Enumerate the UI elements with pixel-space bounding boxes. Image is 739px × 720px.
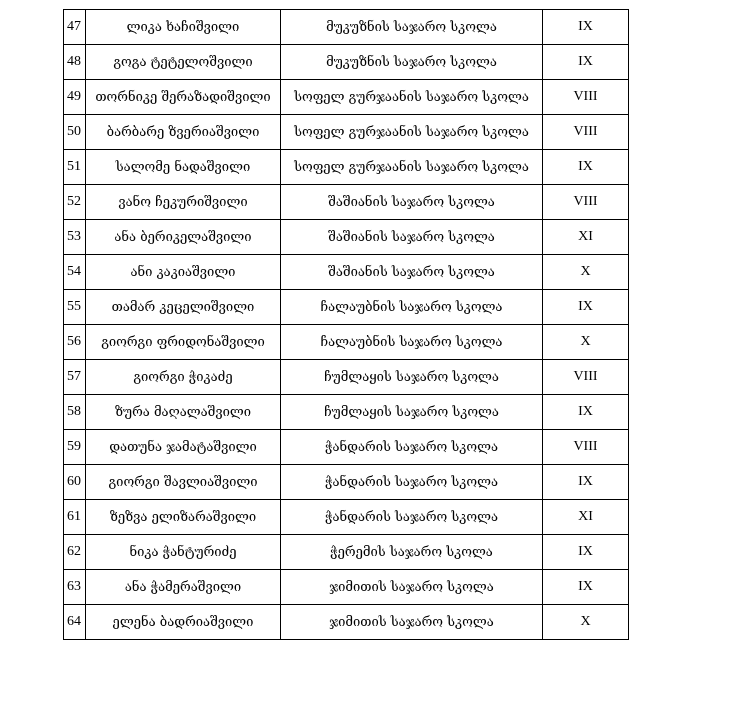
grade: IX bbox=[543, 290, 629, 325]
row-number: 55 bbox=[64, 290, 86, 325]
row-number: 64 bbox=[64, 605, 86, 640]
table-row bbox=[64, 185, 629, 220]
student-name: გოგა ტეტელოშვილი bbox=[86, 45, 281, 80]
school-name: ჩალაუბნის საჯარო სკოლა bbox=[281, 325, 543, 360]
table-row bbox=[64, 360, 629, 395]
student-name: ბარბარე ზვერიაშვილი bbox=[86, 115, 281, 150]
school-name: სოფელ გურჯაანის საჯარო სკოლა bbox=[281, 150, 543, 185]
school-name: მუკუზნის საჯარო სკოლა bbox=[281, 45, 543, 80]
grade: VIII bbox=[543, 430, 629, 465]
school-name: შაშიანის საჯარო სკოლა bbox=[281, 220, 543, 255]
grade: IX bbox=[543, 45, 629, 80]
school-name: სოფელ გურჯაანის საჯარო სკოლა bbox=[281, 80, 543, 115]
grade: VIII bbox=[543, 185, 629, 220]
school-name: შაშიანის საჯარო სკოლა bbox=[281, 185, 543, 220]
table-body bbox=[64, 10, 629, 640]
grade: X bbox=[543, 325, 629, 360]
student-name: ანი კაკიაშვილი bbox=[86, 255, 281, 290]
row-number: 59 bbox=[64, 430, 86, 465]
table-row bbox=[64, 45, 629, 80]
row-number: 58 bbox=[64, 395, 86, 430]
row-number: 60 bbox=[64, 465, 86, 500]
table-row bbox=[64, 605, 629, 640]
grade: IX bbox=[543, 150, 629, 185]
grade: VIII bbox=[543, 115, 629, 150]
table-row bbox=[64, 290, 629, 325]
grade: VIII bbox=[543, 80, 629, 115]
student-name: ზეზვა ელიზარაშვილი bbox=[86, 500, 281, 535]
school-name: ჯიმითის საჯარო სკოლა bbox=[281, 570, 543, 605]
student-name: ვანო ჩეკურიშვილი bbox=[86, 185, 281, 220]
school-name: ჯიმითის საჯარო სკოლა bbox=[281, 605, 543, 640]
student-name: ლიკა ხაჩიშვილი bbox=[86, 10, 281, 45]
grade: IX bbox=[543, 395, 629, 430]
school-name: ჩუმლაყის საჯარო სკოლა bbox=[281, 360, 543, 395]
row-number: 63 bbox=[64, 570, 86, 605]
table-row bbox=[64, 150, 629, 185]
row-number: 50 bbox=[64, 115, 86, 150]
school-name: მუკუზნის საჯარო სკოლა bbox=[281, 10, 543, 45]
grade: XI bbox=[543, 220, 629, 255]
grade: IX bbox=[543, 570, 629, 605]
participants-table bbox=[63, 9, 629, 640]
student-name: გიორგი ჭიკაძე bbox=[86, 360, 281, 395]
row-number: 49 bbox=[64, 80, 86, 115]
table-row bbox=[64, 10, 629, 45]
school-name: ჭანდარის საჯარო სკოლა bbox=[281, 500, 543, 535]
grade: IX bbox=[543, 465, 629, 500]
school-name: ჭერემის საჯარო სკოლა bbox=[281, 535, 543, 570]
row-number: 57 bbox=[64, 360, 86, 395]
student-name: ანა ჭამერაშვილი bbox=[86, 570, 281, 605]
student-name: გიორგი შავლიაშვილი bbox=[86, 465, 281, 500]
row-number: 52 bbox=[64, 185, 86, 220]
row-number: 56 bbox=[64, 325, 86, 360]
table-row bbox=[64, 500, 629, 535]
grade: IX bbox=[543, 535, 629, 570]
student-name: ზურა მაღალაშვილი bbox=[86, 395, 281, 430]
grade: VIII bbox=[543, 360, 629, 395]
school-name: ჭანდარის საჯარო სკოლა bbox=[281, 465, 543, 500]
table-row bbox=[64, 255, 629, 290]
row-number: 53 bbox=[64, 220, 86, 255]
table-row bbox=[64, 80, 629, 115]
student-name: ანა ბერიკელაშვილი bbox=[86, 220, 281, 255]
student-name: თამარ კეცელიშვილი bbox=[86, 290, 281, 325]
table-row bbox=[64, 115, 629, 150]
grade: X bbox=[543, 605, 629, 640]
row-number: 47 bbox=[64, 10, 86, 45]
table-row bbox=[64, 570, 629, 605]
table-row bbox=[64, 325, 629, 360]
student-name: სალომე ნადაშვილი bbox=[86, 150, 281, 185]
table-row bbox=[64, 395, 629, 430]
table-row bbox=[64, 430, 629, 465]
row-number: 51 bbox=[64, 150, 86, 185]
school-name: ჭანდარის საჯარო სკოლა bbox=[281, 430, 543, 465]
row-number: 61 bbox=[64, 500, 86, 535]
student-name: გიორგი ფრიდონაშვილი bbox=[86, 325, 281, 360]
school-name: ჩალაუბნის საჯარო სკოლა bbox=[281, 290, 543, 325]
grade: XI bbox=[543, 500, 629, 535]
student-name: ელენა ბადრიაშვილი bbox=[86, 605, 281, 640]
school-name: ჩუმლაყის საჯარო სკოლა bbox=[281, 395, 543, 430]
student-name: ნიკა ჭანტურიძე bbox=[86, 535, 281, 570]
school-name: სოფელ გურჯაანის საჯარო სკოლა bbox=[281, 115, 543, 150]
school-name: შაშიანის საჯარო სკოლა bbox=[281, 255, 543, 290]
row-number: 54 bbox=[64, 255, 86, 290]
row-number: 62 bbox=[64, 535, 86, 570]
table-row bbox=[64, 465, 629, 500]
grade: X bbox=[543, 255, 629, 290]
row-number: 48 bbox=[64, 45, 86, 80]
grade: IX bbox=[543, 10, 629, 45]
table-row bbox=[64, 535, 629, 570]
table-row bbox=[64, 220, 629, 255]
student-name: თორნიკე შერაზადიშვილი bbox=[86, 80, 281, 115]
student-name: დათუნა ჯამატაშვილი bbox=[86, 430, 281, 465]
